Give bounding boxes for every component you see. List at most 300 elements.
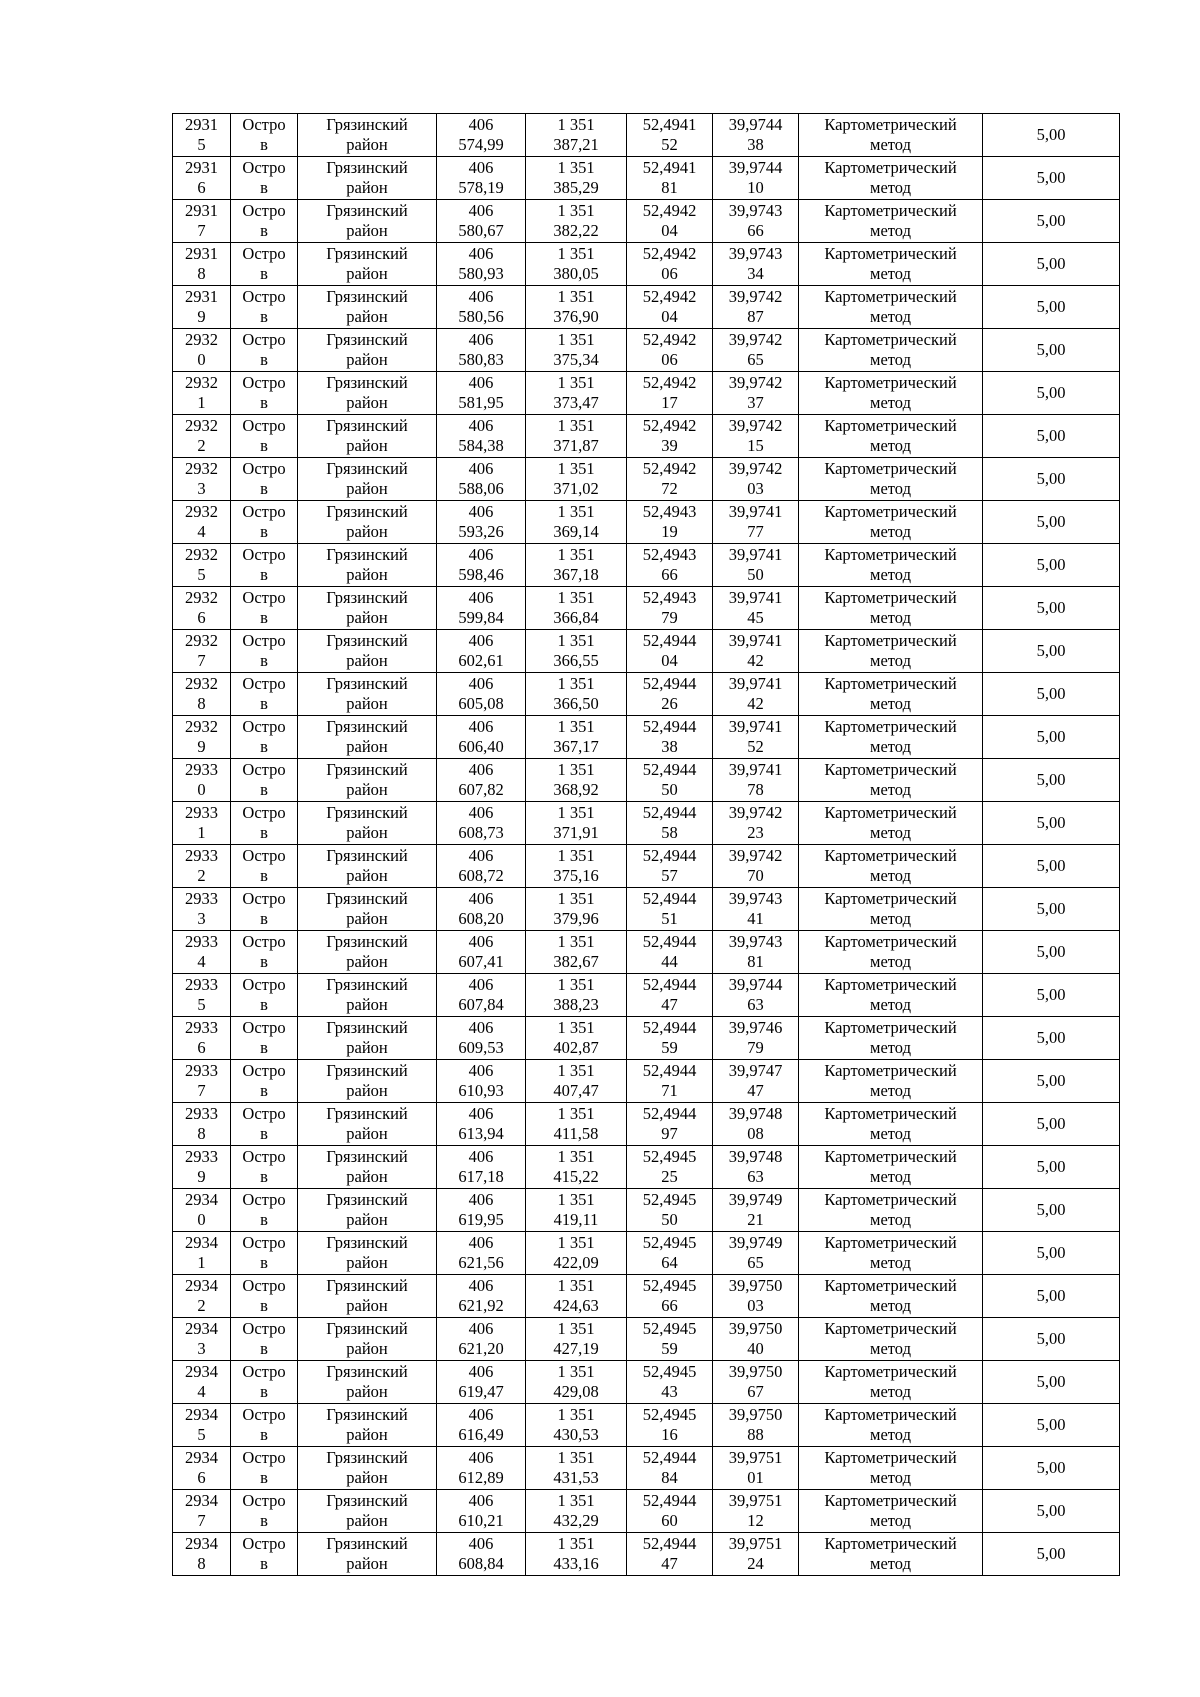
- longitude-line: 65: [747, 1253, 764, 1272]
- object-type-line: в: [260, 522, 268, 541]
- object-type-line: Остро: [242, 932, 286, 951]
- longitude-line: 23: [747, 823, 764, 842]
- coord-x-line: 406: [468, 1276, 494, 1295]
- point-number-line: 3: [197, 1339, 206, 1358]
- district-cell: [298, 1533, 437, 1576]
- point-number-line: 2933: [185, 975, 218, 994]
- district-line: район: [346, 1554, 388, 1573]
- district-line: район: [346, 995, 388, 1014]
- district-line: Грязинский: [326, 1491, 408, 1510]
- point-number-cell: [173, 1318, 231, 1361]
- coord-y-cell: [526, 286, 627, 329]
- point-number-line: 1: [197, 823, 206, 842]
- method-line: Картометрический: [824, 932, 957, 951]
- method-cell: [799, 759, 983, 802]
- longitude-cell: [713, 1146, 799, 1189]
- longitude-line: 39,9744: [728, 115, 783, 134]
- district-line: Грязинский: [326, 1061, 408, 1080]
- object-type-line: Остро: [242, 502, 286, 521]
- coord-y-line: 382,22: [553, 221, 599, 240]
- district-cell: [298, 630, 437, 673]
- coord-x-line: 607,84: [458, 995, 504, 1014]
- longitude-line: 39,9751: [728, 1491, 783, 1510]
- latitude-line: 52,4944: [642, 846, 697, 865]
- method-cell: [799, 157, 983, 200]
- coord-y-cell: [526, 458, 627, 501]
- latitude-cell: [627, 1490, 713, 1533]
- point-number-cell: [173, 802, 231, 845]
- coord-y-line: 1 351: [557, 932, 595, 951]
- coord-x-cell: [437, 157, 526, 200]
- longitude-cell: [713, 931, 799, 974]
- latitude-line: 44: [661, 952, 678, 971]
- accuracy-value: 5,00: [1036, 555, 1066, 574]
- longitude-cell: [713, 286, 799, 329]
- object-type-line: в: [260, 1382, 268, 1401]
- district-line: Грязинский: [326, 416, 408, 435]
- coord-y-line: 1 351: [557, 1534, 595, 1553]
- district-line: район: [346, 1511, 388, 1530]
- district-cell: [298, 415, 437, 458]
- coord-x-line: 613,94: [458, 1124, 504, 1143]
- point-number-line: 2934: [185, 1405, 218, 1424]
- accuracy-cell: [983, 630, 1120, 673]
- coord-y-cell: [526, 1146, 627, 1189]
- method-line: Картометрический: [824, 1534, 957, 1553]
- coord-y-line: 375,16: [553, 866, 599, 885]
- point-number-cell: [173, 458, 231, 501]
- coord-x-cell: [437, 1232, 526, 1275]
- method-line: Картометрический: [824, 674, 957, 693]
- method-line: Картометрический: [824, 502, 957, 521]
- district-line: Грязинский: [326, 502, 408, 521]
- accuracy-value: 5,00: [1036, 1157, 1066, 1176]
- object-type-line: Остро: [242, 760, 286, 779]
- object-type-line: Остро: [242, 1147, 286, 1166]
- coord-y-line: 382,67: [553, 952, 599, 971]
- longitude-cell: [713, 1017, 799, 1060]
- longitude-line: 39,9741: [728, 545, 783, 564]
- table-row: [173, 458, 1120, 501]
- coord-x-line: 406: [468, 717, 494, 736]
- method-cell: [799, 1490, 983, 1533]
- coord-y-line: 429,08: [553, 1382, 599, 1401]
- latitude-line: 17: [661, 393, 678, 412]
- object-type-cell: [231, 630, 298, 673]
- table-row: [173, 1275, 1120, 1318]
- coord-x-line: 406: [468, 1362, 494, 1381]
- latitude-line: 52,4944: [642, 1061, 697, 1080]
- latitude-line: 52,4945: [642, 1276, 697, 1295]
- latitude-cell: [627, 1017, 713, 1060]
- latitude-line: 52,4943: [642, 545, 697, 564]
- object-type-line: в: [260, 135, 268, 154]
- object-type-line: в: [260, 565, 268, 584]
- object-type-line: Остро: [242, 846, 286, 865]
- longitude-cell: [713, 716, 799, 759]
- longitude-cell: [713, 1232, 799, 1275]
- coord-x-line: 406: [468, 889, 494, 908]
- coord-x-cell: [437, 1060, 526, 1103]
- point-number-line: 2932: [185, 545, 218, 564]
- district-line: район: [346, 823, 388, 842]
- accuracy-cell: [983, 1447, 1120, 1490]
- method-cell: [799, 501, 983, 544]
- longitude-line: 39,9749: [728, 1190, 783, 1209]
- latitude-cell: [627, 931, 713, 974]
- coord-x-cell: [437, 1017, 526, 1060]
- district-line: район: [346, 1167, 388, 1186]
- object-type-cell: [231, 243, 298, 286]
- coord-x-line: 406: [468, 373, 494, 392]
- point-number-line: 2931: [185, 244, 218, 263]
- accuracy-cell: [983, 931, 1120, 974]
- method-cell: [799, 1404, 983, 1447]
- table-row: [173, 329, 1120, 372]
- method-cell: [799, 1017, 983, 1060]
- district-cell: [298, 243, 437, 286]
- coord-x-line: 580,93: [458, 264, 504, 283]
- point-number-line: 2932: [185, 631, 218, 650]
- coord-x-cell: [437, 372, 526, 415]
- longitude-line: 39,9748: [728, 1147, 783, 1166]
- coord-y-line: 432,29: [553, 1511, 599, 1530]
- coord-x-line: 406: [468, 1319, 494, 1338]
- accuracy-cell: [983, 1533, 1120, 1576]
- coord-x-cell: [437, 329, 526, 372]
- latitude-line: 52,4941: [642, 158, 697, 177]
- object-type-line: в: [260, 1167, 268, 1186]
- point-number-line: 2933: [185, 1147, 218, 1166]
- coord-x-line: 406: [468, 1104, 494, 1123]
- object-type-line: Остро: [242, 287, 286, 306]
- object-type-line: Остро: [242, 1362, 286, 1381]
- coord-x-line: 406: [468, 1405, 494, 1424]
- coord-y-line: 1 351: [557, 1448, 595, 1467]
- latitude-line: 52,4942: [642, 459, 697, 478]
- accuracy-value: 5,00: [1036, 1372, 1066, 1391]
- longitude-line: 39,9742: [728, 373, 783, 392]
- point-number-line: 2934: [185, 1362, 218, 1381]
- point-number-line: 1: [197, 393, 206, 412]
- method-line: Картометрический: [824, 416, 957, 435]
- latitude-line: 64: [661, 1253, 678, 1272]
- coord-x-line: 406: [468, 631, 494, 650]
- point-number-line: 2934: [185, 1190, 218, 1209]
- coord-y-line: 419,11: [553, 1210, 599, 1229]
- object-type-line: Остро: [242, 1319, 286, 1338]
- accuracy-value: 5,00: [1036, 1200, 1066, 1219]
- table-row: [173, 1318, 1120, 1361]
- coord-x-line: 406: [468, 416, 494, 435]
- object-type-line: Остро: [242, 459, 286, 478]
- district-line: район: [346, 393, 388, 412]
- longitude-cell: [713, 1361, 799, 1404]
- method-cell: [799, 1533, 983, 1576]
- point-number-line: 2933: [185, 760, 218, 779]
- point-number-cell: [173, 716, 231, 759]
- latitude-line: 66: [661, 1296, 678, 1315]
- accuracy-value: 5,00: [1036, 125, 1066, 144]
- coord-y-cell: [526, 888, 627, 931]
- object-type-cell: [231, 458, 298, 501]
- table-body: [173, 114, 1120, 1576]
- coord-y-cell: [526, 587, 627, 630]
- object-type-line: в: [260, 1124, 268, 1143]
- district-line: Грязинский: [326, 158, 408, 177]
- coord-x-cell: [437, 1189, 526, 1232]
- coord-x-cell: [437, 415, 526, 458]
- district-cell: [298, 1232, 437, 1275]
- longitude-line: 39,9741: [728, 631, 783, 650]
- coord-x-line: 580,83: [458, 350, 504, 369]
- latitude-line: 52,4944: [642, 975, 697, 994]
- coord-x-line: 605,08: [458, 694, 504, 713]
- district-line: Грязинский: [326, 674, 408, 693]
- accuracy-cell: [983, 1404, 1120, 1447]
- method-cell: [799, 1275, 983, 1318]
- coord-x-cell: [437, 1490, 526, 1533]
- latitude-line: 50: [661, 1210, 678, 1229]
- method-line: Картометрический: [824, 1405, 957, 1424]
- table-row: [173, 888, 1120, 931]
- coord-x-cell: [437, 759, 526, 802]
- accuracy-cell: [983, 544, 1120, 587]
- method-line: метод: [870, 479, 911, 498]
- coord-y-line: 1 351: [557, 416, 595, 435]
- latitude-line: 25: [661, 1167, 678, 1186]
- longitude-line: 70: [747, 866, 764, 885]
- coord-y-cell: [526, 1533, 627, 1576]
- object-type-line: в: [260, 1425, 268, 1444]
- coord-x-line: 406: [468, 932, 494, 951]
- district-line: район: [346, 436, 388, 455]
- latitude-line: 43: [661, 1382, 678, 1401]
- latitude-cell: [627, 286, 713, 329]
- coord-y-line: 1 351: [557, 1018, 595, 1037]
- coord-x-line: 406: [468, 1190, 494, 1209]
- coord-y-cell: [526, 1103, 627, 1146]
- point-number-line: 9: [197, 307, 206, 326]
- longitude-cell: [713, 802, 799, 845]
- longitude-cell: [713, 759, 799, 802]
- latitude-line: 52,4942: [642, 201, 697, 220]
- longitude-line: 47: [747, 1081, 764, 1100]
- coord-y-line: 1 351: [557, 1362, 595, 1381]
- district-cell: [298, 1103, 437, 1146]
- district-cell: [298, 286, 437, 329]
- point-number-cell: [173, 1490, 231, 1533]
- accuracy-value: 5,00: [1036, 168, 1066, 187]
- coord-x-line: 406: [468, 1491, 494, 1510]
- district-line: район: [346, 1253, 388, 1272]
- method-line: Картометрический: [824, 373, 957, 392]
- coord-y-line: 1 351: [557, 373, 595, 392]
- method-cell: [799, 243, 983, 286]
- table-row: [173, 845, 1120, 888]
- latitude-line: 57: [661, 866, 678, 885]
- latitude-line: 52: [661, 135, 678, 154]
- latitude-line: 59: [661, 1339, 678, 1358]
- coord-x-line: 593,26: [458, 522, 504, 541]
- district-line: район: [346, 479, 388, 498]
- longitude-line: 08: [747, 1124, 764, 1143]
- table-row: [173, 716, 1120, 759]
- accuracy-cell: [983, 1189, 1120, 1232]
- longitude-line: 38: [747, 135, 764, 154]
- accuracy-value: 5,00: [1036, 211, 1066, 230]
- method-line: Картометрический: [824, 1362, 957, 1381]
- latitude-line: 52,4942: [642, 373, 697, 392]
- coord-y-line: 427,19: [553, 1339, 599, 1358]
- method-cell: [799, 673, 983, 716]
- district-line: Грязинский: [326, 889, 408, 908]
- longitude-line: 39,9742: [728, 803, 783, 822]
- longitude-cell: [713, 587, 799, 630]
- longitude-cell: [713, 974, 799, 1017]
- coord-x-line: 406: [468, 674, 494, 693]
- coord-y-line: 1 351: [557, 975, 595, 994]
- method-cell: [799, 1103, 983, 1146]
- object-type-cell: [231, 1275, 298, 1318]
- longitude-cell: [713, 630, 799, 673]
- method-cell: [799, 931, 983, 974]
- latitude-line: 04: [661, 221, 678, 240]
- method-line: Картометрический: [824, 803, 957, 822]
- method-line: метод: [870, 1468, 911, 1487]
- coord-y-line: 402,87: [553, 1038, 599, 1057]
- coord-y-line: 1 351: [557, 803, 595, 822]
- method-line: метод: [870, 608, 911, 627]
- table-row: [173, 415, 1120, 458]
- longitude-line: 39,9750: [728, 1319, 783, 1338]
- longitude-cell: [713, 157, 799, 200]
- district-cell: [298, 759, 437, 802]
- method-cell: [799, 200, 983, 243]
- district-cell: [298, 1017, 437, 1060]
- object-type-line: в: [260, 952, 268, 971]
- coord-x-line: 406: [468, 588, 494, 607]
- coord-y-cell: [526, 1017, 627, 1060]
- accuracy-cell: [983, 243, 1120, 286]
- method-line: Картометрический: [824, 1233, 957, 1252]
- point-number-line: 1: [197, 1253, 206, 1272]
- latitude-line: 60: [661, 1511, 678, 1530]
- latitude-line: 52,4945: [642, 1319, 697, 1338]
- method-line: метод: [870, 737, 911, 756]
- district-line: Грязинский: [326, 244, 408, 263]
- object-type-line: в: [260, 1296, 268, 1315]
- point-number-cell: [173, 501, 231, 544]
- object-type-cell: [231, 157, 298, 200]
- method-line: метод: [870, 522, 911, 541]
- district-line: район: [346, 1339, 388, 1358]
- district-line: Грязинский: [326, 115, 408, 134]
- accuracy-value: 5,00: [1036, 340, 1066, 359]
- table-row: [173, 286, 1120, 329]
- method-line: Картометрический: [824, 201, 957, 220]
- district-line: район: [346, 651, 388, 670]
- coord-y-line: 371,87: [553, 436, 599, 455]
- latitude-cell: [627, 458, 713, 501]
- coord-y-cell: [526, 501, 627, 544]
- coord-x-line: 406: [468, 545, 494, 564]
- accuracy-cell: [983, 1361, 1120, 1404]
- latitude-line: 19: [661, 522, 678, 541]
- coord-x-line: 584,38: [458, 436, 504, 455]
- district-cell: [298, 501, 437, 544]
- accuracy-value: 5,00: [1036, 383, 1066, 402]
- coord-y-line: 1 351: [557, 717, 595, 736]
- district-line: Грязинский: [326, 459, 408, 478]
- latitude-line: 71: [661, 1081, 678, 1100]
- longitude-line: 37: [747, 393, 764, 412]
- method-line: метод: [870, 823, 911, 842]
- accuracy-cell: [983, 1490, 1120, 1533]
- point-number-line: 5: [197, 565, 206, 584]
- accuracy-cell: [983, 974, 1120, 1017]
- latitude-cell: [627, 1103, 713, 1146]
- accuracy-value: 5,00: [1036, 1114, 1066, 1133]
- point-number-cell: [173, 157, 231, 200]
- coord-x-line: 406: [468, 1448, 494, 1467]
- point-number-line: 6: [197, 608, 206, 627]
- accuracy-cell: [983, 1060, 1120, 1103]
- object-type-cell: [231, 1060, 298, 1103]
- longitude-line: 39,9742: [728, 846, 783, 865]
- district-line: Грязинский: [326, 1448, 408, 1467]
- method-cell: [799, 415, 983, 458]
- accuracy-cell: [983, 329, 1120, 372]
- method-line: метод: [870, 393, 911, 412]
- coord-x-line: 578,19: [458, 178, 504, 197]
- latitude-line: 66: [661, 565, 678, 584]
- coord-y-line: 1 351: [557, 158, 595, 177]
- method-cell: [799, 1318, 983, 1361]
- point-number-line: 2932: [185, 373, 218, 392]
- latitude-line: 52,4945: [642, 1362, 697, 1381]
- latitude-line: 26: [661, 694, 678, 713]
- coord-x-cell: [437, 1146, 526, 1189]
- point-number-cell: [173, 372, 231, 415]
- district-cell: [298, 458, 437, 501]
- district-line: район: [346, 1124, 388, 1143]
- coord-y-line: 1 351: [557, 1061, 595, 1080]
- coord-x-line: 406: [468, 846, 494, 865]
- district-line: Грязинский: [326, 1147, 408, 1166]
- latitude-cell: [627, 1533, 713, 1576]
- point-number-line: 8: [197, 694, 206, 713]
- object-type-line: в: [260, 608, 268, 627]
- method-line: Картометрический: [824, 1448, 957, 1467]
- latitude-line: 81: [661, 178, 678, 197]
- coord-y-cell: [526, 673, 627, 716]
- coord-x-line: 610,21: [458, 1511, 504, 1530]
- latitude-cell: [627, 1361, 713, 1404]
- coord-x-line: 598,46: [458, 565, 504, 584]
- object-type-cell: [231, 1361, 298, 1404]
- point-number-line: 8: [197, 264, 206, 283]
- point-number-line: 2933: [185, 803, 218, 822]
- coord-x-line: 617,18: [458, 1167, 504, 1186]
- latitude-line: 38: [661, 737, 678, 756]
- object-type-line: Остро: [242, 115, 286, 134]
- accuracy-value: 5,00: [1036, 598, 1066, 617]
- latitude-cell: [627, 1275, 713, 1318]
- longitude-line: 39,9750: [728, 1362, 783, 1381]
- coord-y-line: 407,47: [553, 1081, 599, 1100]
- longitude-line: 39,9749: [728, 1233, 783, 1252]
